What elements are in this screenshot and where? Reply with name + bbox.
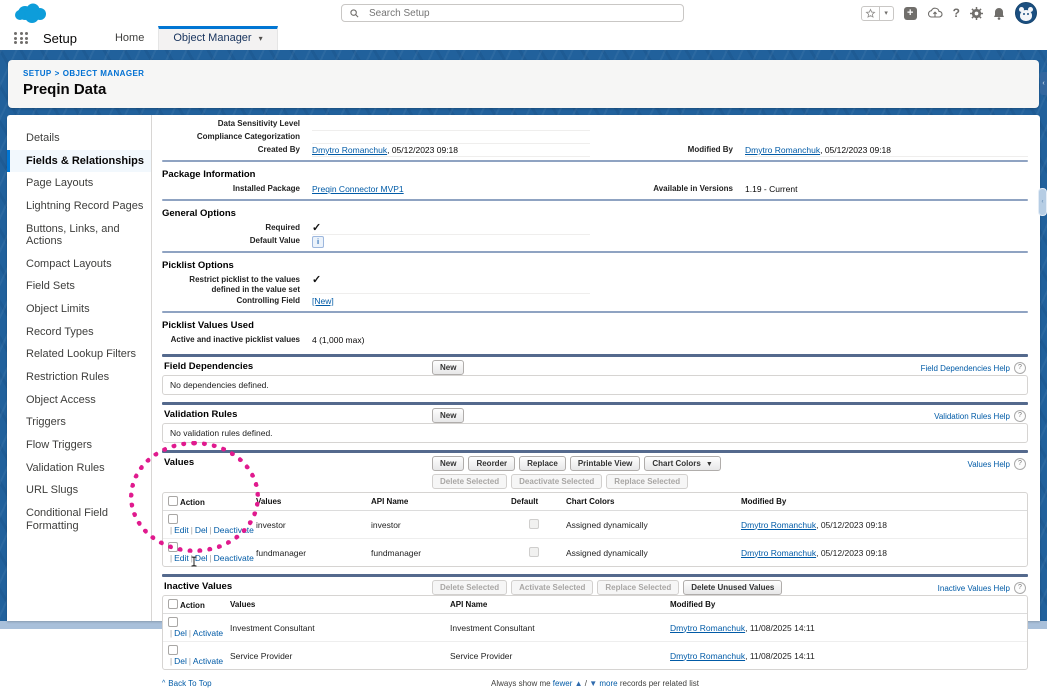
scrollbar-thumb[interactable]: ‹: [1038, 188, 1047, 216]
values-help-link[interactable]: Values Help: [967, 459, 1010, 469]
favorites-dropdown-icon[interactable]: ▾: [880, 6, 894, 21]
validation-rules-title: Validation Rules: [164, 409, 238, 420]
sidebar-item-compact-layouts[interactable]: Compact Layouts: [26, 257, 112, 270]
help-circle-icon[interactable]: ?: [1014, 410, 1026, 422]
row-checkbox[interactable]: [168, 645, 178, 655]
sidebar-item-buttons-links-actions[interactable]: Buttons, Links, and Actions: [26, 222, 120, 248]
modified-by-user-link[interactable]: Dmytro Romanchuk: [670, 650, 746, 661]
values-row-investor: | Edit | Del | Deactivate investor investor Assigned dynamically Dmytro Romanchuk, 05/12/2023 09:18: [163, 511, 1027, 539]
row-checkbox[interactable]: [168, 514, 178, 524]
help-circle-icon[interactable]: ?: [1014, 458, 1026, 470]
row-checkbox[interactable]: [168, 542, 178, 552]
section-divider: [162, 199, 1028, 201]
help-icon[interactable]: ?: [952, 6, 960, 20]
values-new-button[interactable]: New: [432, 456, 464, 471]
global-header: [0, 0, 1047, 26]
field-value: [312, 131, 590, 144]
del-link[interactable]: Del: [194, 553, 208, 563]
field-label: Installed Package: [232, 184, 300, 193]
tab-home[interactable]: Home: [114, 32, 145, 44]
app-launcher-waffle-icon[interactable]: [14, 32, 29, 44]
field-label: Created By: [257, 145, 300, 154]
sidebar-item-url-slugs[interactable]: URL Slugs: [26, 484, 79, 497]
search-setup-field[interactable]: [367, 7, 675, 20]
validation-rules-empty-message: No validation rules defined.: [170, 428, 273, 438]
package-information-heading: Package Information: [162, 169, 256, 180]
collapsed-panel-button[interactable]: ‹: [1040, 72, 1047, 95]
up-caret-icon: ^: [162, 680, 166, 687]
text-cursor: [190, 556, 198, 567]
sidebar-item-restriction-rules[interactable]: Restriction Rules: [26, 371, 110, 384]
add-icon[interactable]: +: [904, 7, 917, 20]
field-label: Required: [265, 223, 300, 232]
controlling-field-new-link[interactable]: [New]: [312, 296, 334, 306]
sidebar-item-details[interactable]: Details: [26, 132, 60, 144]
field-dependencies-help-link[interactable]: Field Dependencies Help: [920, 363, 1010, 373]
select-all-checkbox[interactable]: [168, 496, 178, 506]
check-icon: ✓: [312, 222, 322, 234]
select-all-checkbox[interactable]: [168, 599, 178, 609]
values-delete-selected-button[interactable]: Delete Selected: [432, 474, 507, 489]
setup-nav: [0, 26, 1047, 50]
main-card: [7, 115, 1040, 688]
search-input[interactable]: [341, 4, 684, 22]
inactive-values-title: Inactive Values: [164, 581, 233, 592]
values-replace-selected-button[interactable]: Replace Selected: [606, 474, 688, 489]
inactive-row-service-provider: | Del | Activate Service Provider Service Provider Dmytro Romanchuk, 11/08/2025 14:11: [163, 642, 1027, 670]
help-circle-icon[interactable]: ?: [1014, 582, 1026, 594]
breadcrumb-separator: >: [54, 69, 60, 78]
breadcrumb-setup-link[interactable]: SETUP: [23, 69, 52, 78]
value-cell: investor: [251, 511, 366, 539]
picklist-values-used-heading: Picklist Values Used: [162, 320, 254, 331]
values-section: [162, 450, 1028, 567]
records-per-list-control: Always show me fewer ▲ / ▼ more records per related list: [491, 679, 699, 688]
modified-by-value: Dmytro Romanchuk, 05/12/2023 09:18: [745, 144, 1028, 157]
inactive-delete-selected-button[interactable]: Delete Selected: [432, 580, 507, 595]
inactive-values-section: [162, 574, 1028, 670]
notification-bell-icon[interactable]: [993, 7, 1005, 20]
sidebar-item-fields-relationships[interactable]: Fields & Relationships: [7, 150, 151, 173]
sidebar-item-object-access[interactable]: Object Access: [26, 393, 96, 406]
validation-rules-new-button[interactable]: New: [432, 408, 464, 423]
installed-package-value: [312, 183, 590, 195]
section-divider: [162, 311, 1028, 313]
api-name-cell: fundmanager: [371, 547, 422, 558]
setup-app-label: Setup: [43, 31, 77, 46]
fewer-link[interactable]: fewer: [552, 679, 573, 688]
chevron-down-icon[interactable]: ▾: [258, 33, 263, 43]
tab-object-manager[interactable]: Object Manager ▾: [158, 26, 277, 50]
chart-colors-cell: Assigned dynamically: [566, 547, 648, 558]
page-header-card: [8, 60, 1039, 108]
values-printable-view-button[interactable]: Printable View: [570, 456, 641, 471]
back-to-top-link[interactable]: Back To Top: [168, 679, 212, 688]
default-checkbox[interactable]: [529, 547, 539, 557]
modified-by-user-link[interactable]: Dmytro Romanchuk: [741, 519, 817, 530]
picklist-count-value: 4 (1,000 max): [312, 335, 365, 345]
section-divider: [162, 251, 1028, 253]
field-dependencies-empty-message: No dependencies defined.: [170, 380, 269, 390]
inactive-row-investment-consultant: | Del | Activate Investment Consultant Investment Consultant Dmytro Romanchuk, 11/08/2025 14:11: [163, 614, 1027, 642]
picklist-options-heading: Picklist Options: [162, 260, 234, 271]
api-name-cell: Investment Consultant: [445, 614, 665, 642]
favorites-button[interactable]: [861, 6, 894, 21]
sidebar-item-triggers[interactable]: Triggers: [26, 416, 66, 429]
star-icon: [866, 9, 875, 18]
field-value: [312, 118, 590, 131]
search-icon: [350, 9, 359, 18]
salesforce-logo: [12, 2, 52, 24]
values-deactivate-selected-button[interactable]: Deactivate Selected: [511, 474, 602, 489]
value-cell: fundmanager: [256, 547, 307, 558]
inactive-header-row: Action Values API Name Modified By: [163, 596, 1027, 614]
field-label: Default Value: [249, 236, 300, 245]
avatar[interactable]: [1015, 2, 1037, 24]
sidebar-item-conditional-field-formatting[interactable]: Conditional Field Formatting: [26, 506, 108, 532]
values-header-row: Action Values API Name Default Chart Colors Modified By: [163, 493, 1027, 511]
modified-by-user-link[interactable]: Dmytro Romanchuk: [670, 622, 746, 633]
field-detail-panel: [152, 115, 1040, 688]
field-label: Restrict picklist to the values defined in the value set: [189, 275, 300, 294]
values-table: [163, 493, 1027, 566]
api-name-cell: investor: [366, 511, 506, 539]
values-row-fundmanager: | Edit | Del | Deactivate fundmanager fundmanager Assigned dynamically Dmytro Romanchuk, 05/12/2023 09:18: [163, 539, 1027, 567]
sidebar-item-flow-triggers[interactable]: Flow Triggers: [26, 438, 93, 451]
list-footer: [162, 679, 1028, 691]
validation-rules-help-link[interactable]: Validation Rules Help: [934, 411, 1010, 421]
field-label: Active and inactive picklist values: [170, 335, 300, 344]
created-by-user-link[interactable]: Dmytro Romanchuk: [312, 145, 388, 155]
up-triangle-icon[interactable]: ▲: [574, 679, 583, 688]
more-link[interactable]: more: [599, 679, 618, 688]
sidebar-item-page-layouts[interactable]: Page Layouts: [26, 177, 94, 190]
activate-link[interactable]: Activate: [192, 628, 224, 638]
page-title: Preqin Data: [23, 81, 107, 98]
info-icon[interactable]: i: [312, 236, 324, 248]
values-replace-button[interactable]: Replace: [519, 456, 566, 471]
values-reorder-button[interactable]: Reorder: [468, 456, 515, 471]
activate-link[interactable]: Activate: [192, 656, 224, 666]
check-icon: ✓: [312, 274, 322, 286]
modified-by-user-link[interactable]: Dmytro Romanchuk: [745, 145, 821, 155]
modified-by-user-link[interactable]: Dmytro Romanchuk: [741, 547, 817, 558]
sidebar-item-object-limits[interactable]: Object Limits: [26, 303, 90, 316]
sidebar: [7, 115, 152, 621]
deactivate-link[interactable]: Deactivate: [213, 553, 254, 563]
del-link[interactable]: Del: [194, 525, 208, 535]
value-cell: Service Provider: [230, 650, 293, 661]
versions-value: 1.19 - Current: [745, 184, 798, 194]
field-label: Controlling Field: [236, 296, 300, 305]
breadcrumb-object-manager-link[interactable]: OBJECT MANAGER: [62, 69, 145, 78]
values-title: Values: [164, 457, 195, 468]
created-by-value: Dmytro Romanchuk, 05/12/2023 09:18: [312, 144, 590, 157]
gear-icon[interactable]: [970, 7, 983, 20]
values-chart-colors-button[interactable]: Chart Colors ▼: [644, 456, 720, 471]
sidebar-item-lightning-record-pages[interactable]: Lightning Record Pages: [26, 199, 144, 212]
down-triangle-icon[interactable]: ▼: [589, 679, 598, 688]
inactive-replace-selected-button[interactable]: Replace Selected: [597, 580, 679, 595]
row-checkbox[interactable]: [168, 617, 178, 627]
del-link[interactable]: Del: [174, 628, 187, 638]
default-checkbox[interactable]: [529, 519, 539, 529]
del-link[interactable]: Del: [174, 656, 187, 666]
edit-link[interactable]: Edit: [174, 553, 189, 563]
field-dependencies-new-button[interactable]: New: [432, 360, 464, 375]
sidebar-item-field-sets[interactable]: Field Sets: [26, 280, 75, 293]
chart-colors-cell: Assigned dynamically: [561, 511, 736, 539]
inactive-activate-selected-button[interactable]: Activate Selected: [511, 580, 593, 595]
field-dependencies-title: Field Dependencies: [164, 361, 254, 372]
delete-unused-values-button[interactable]: Delete Unused Values: [683, 580, 782, 595]
page-background: [0, 50, 1047, 688]
sidebar-item-record-types[interactable]: Record Types: [26, 325, 94, 338]
chevron-down-icon: ▼: [705, 461, 713, 468]
section-divider: [162, 160, 1028, 162]
inactive-values-table: [163, 596, 1027, 669]
field-dependencies-section: [162, 354, 1028, 395]
field-label: Data Sensitivity Level: [217, 119, 300, 128]
inactive-values-help-link[interactable]: Inactive Values Help: [937, 583, 1010, 593]
cloud-upload-icon[interactable]: [927, 7, 943, 19]
value-cell: Investment Consultant: [225, 614, 445, 642]
deactivate-link[interactable]: Deactivate: [213, 525, 254, 535]
sidebar-item-related-lookup-filters[interactable]: Related Lookup Filters: [26, 348, 137, 361]
breadcrumb: [23, 69, 1039, 78]
field-label: Compliance Categorization: [196, 132, 300, 141]
validation-rules-section: [162, 402, 1028, 443]
help-circle-icon[interactable]: ?: [1014, 362, 1026, 374]
edit-link[interactable]: Edit: [174, 525, 189, 535]
field-label: Available in Versions: [653, 184, 733, 193]
general-options-heading: General Options: [162, 208, 236, 219]
installed-package-link[interactable]: Preqin Connector MVP1: [312, 184, 404, 194]
field-label: Modified By: [687, 145, 733, 154]
sidebar-item-validation-rules[interactable]: Validation Rules: [26, 461, 105, 474]
api-name-cell: Service Provider: [450, 650, 513, 661]
